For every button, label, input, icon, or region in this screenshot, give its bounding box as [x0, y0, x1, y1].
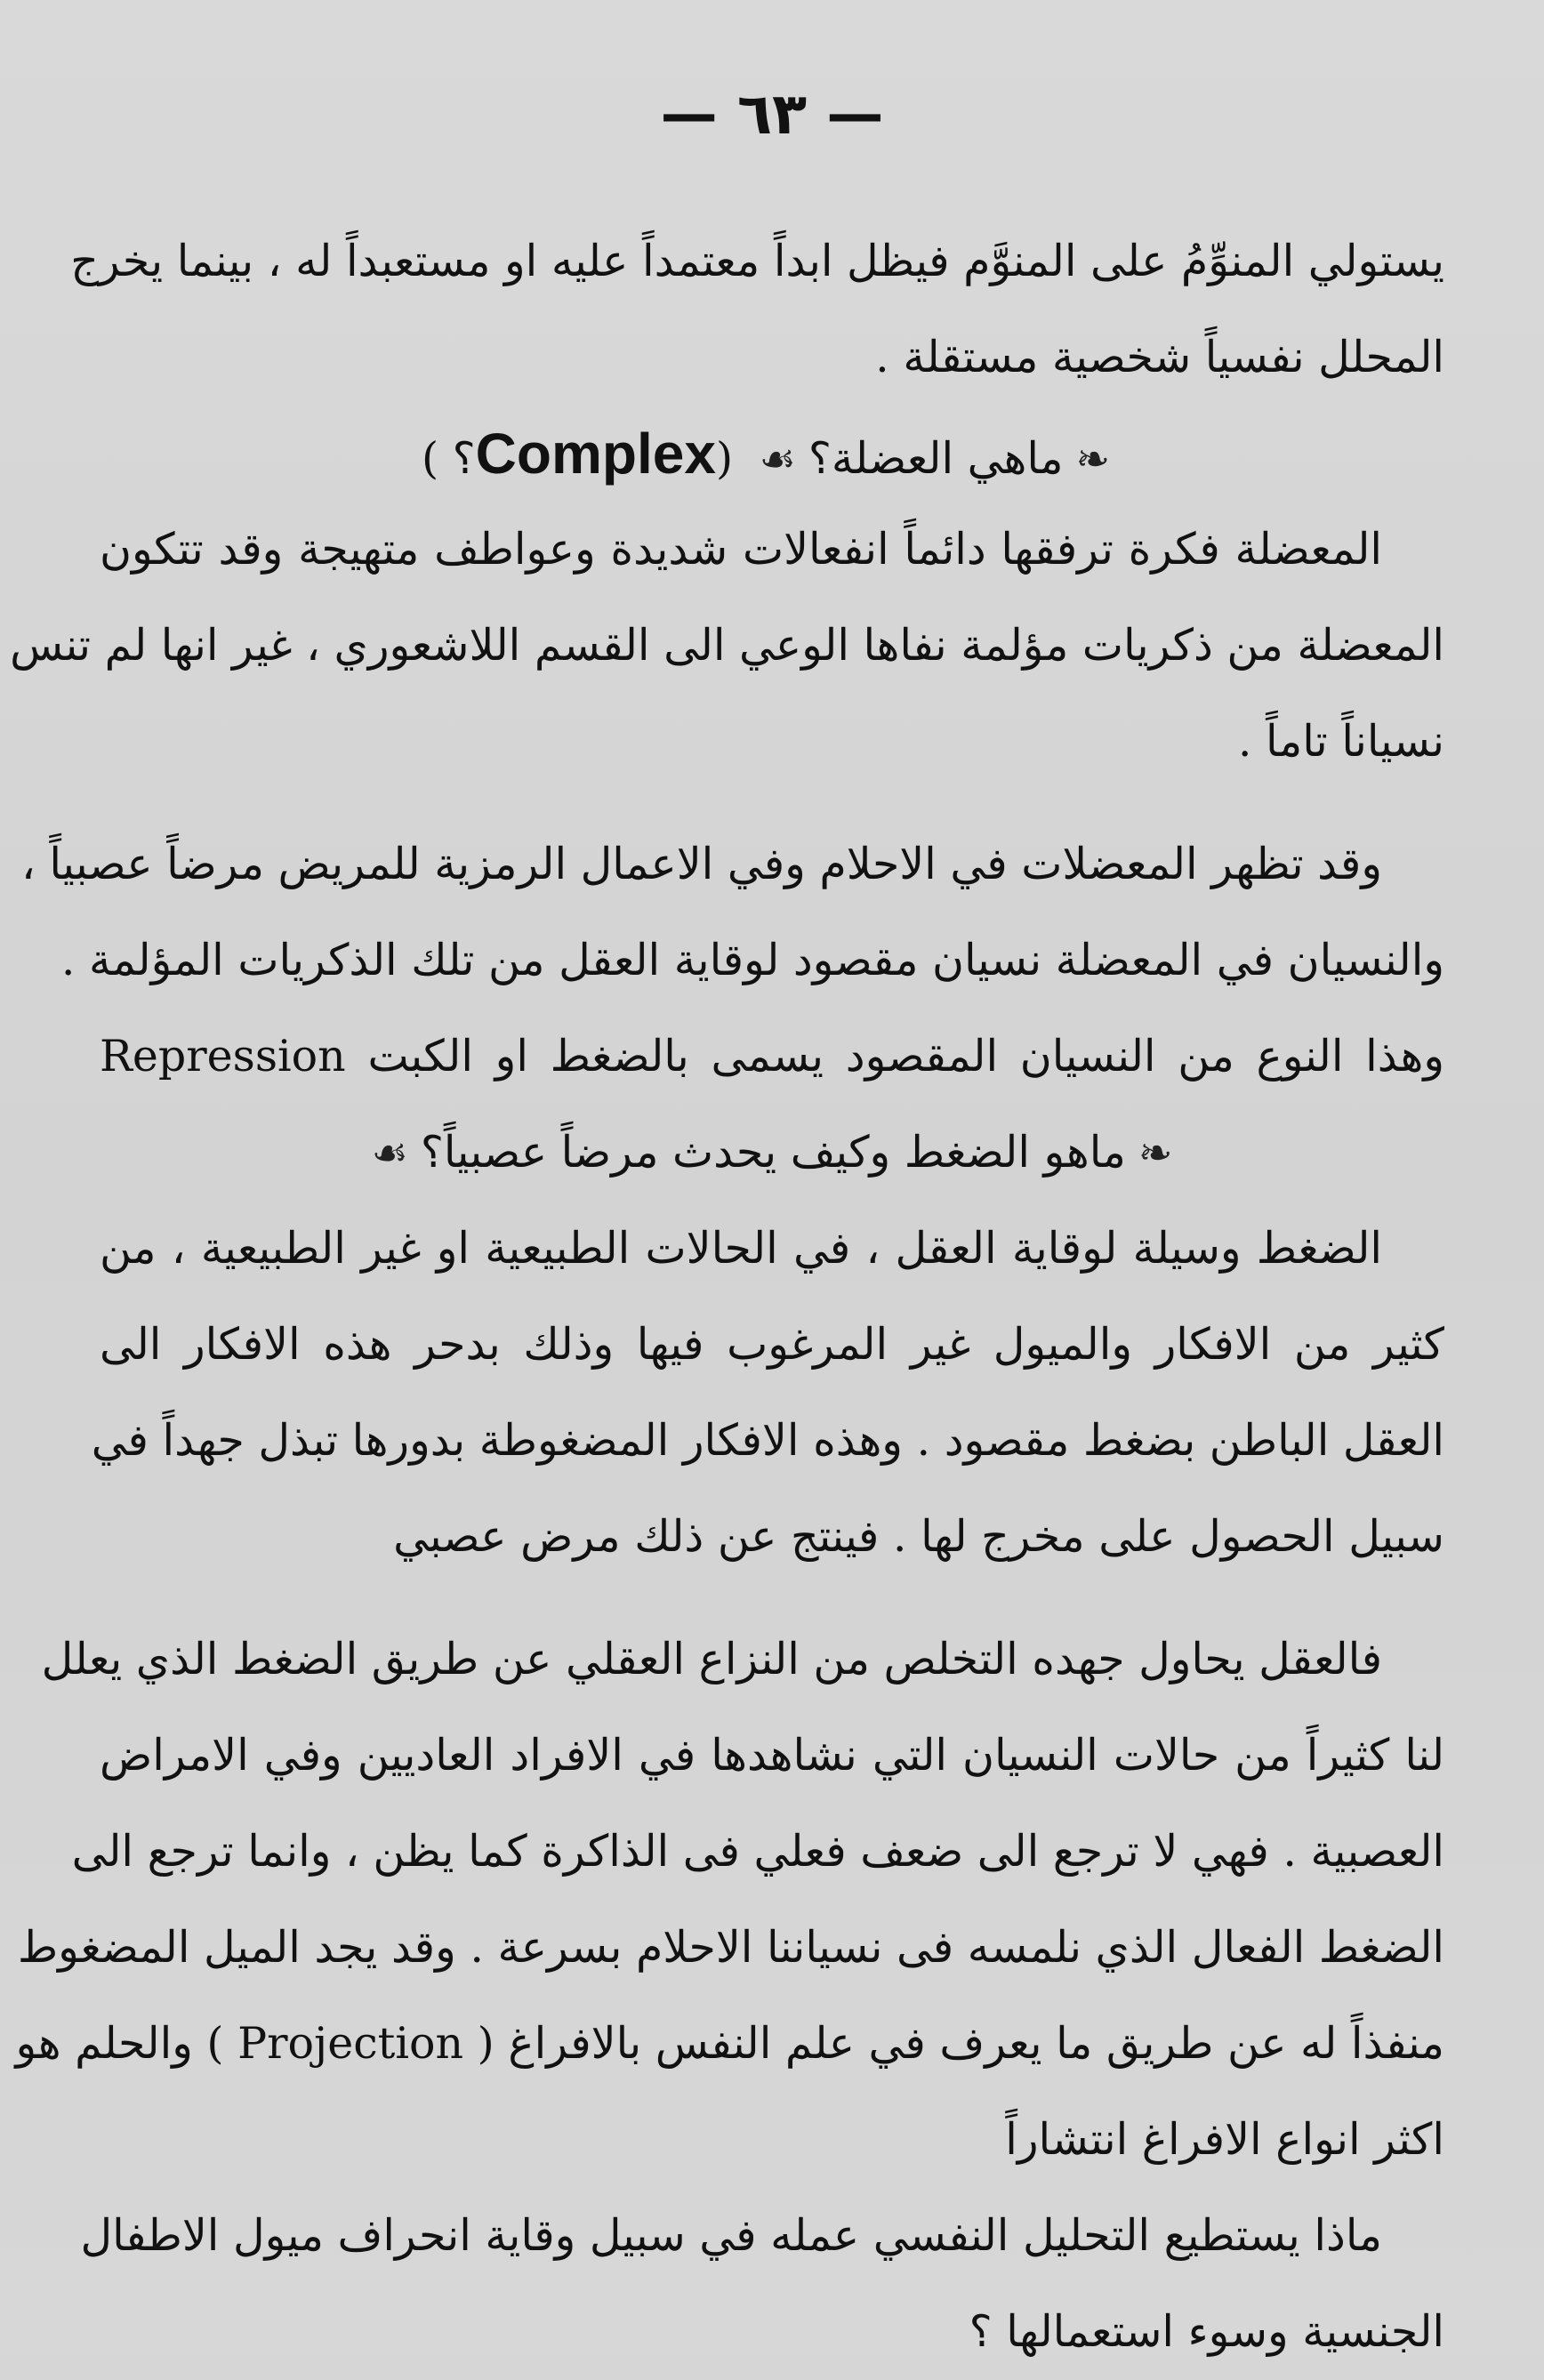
text-line	[80, 2188, 1444, 2284]
text-line	[41, 1612, 1444, 1708]
line-text: المحلل نفسياً شخصية مستقلة .	[875, 332, 1444, 382]
line-text: ماذا يستطيع التحليل النفسي عمله في سبيل وقاية انحراف ميول الاطفال	[80, 2210, 1382, 2261]
paren-open: (	[715, 433, 734, 484]
line-text: الجنسية وسوء استعمالها ؟	[969, 2306, 1444, 2357]
line-text: العقل الباطن بضغط مقصود . وهذه الافكار المضغوطة بدورها تبذل جهداً في	[91, 1415, 1444, 1466]
paragraph-gap	[100, 790, 1444, 816]
text-line	[20, 816, 1444, 913]
line-text: يستولي المنوِّمُ على المنوَّم فيظل ابداً معتمداً عليه او مستعبداً له ، بينما يخرج	[70, 236, 1444, 286]
line-text: سبيل الحصول على مخرج لها . فينتج عن ذلك مرض عصبي	[393, 1511, 1444, 1562]
latin-term: Repression	[100, 1031, 346, 1081]
latin-term: Projection	[237, 2018, 464, 2069]
line-text-after: ) والحلم هو	[15, 2018, 224, 2069]
line-text: الضغط وسيلة لوقاية العقل ، في الحالات الطبيعية او غير الطبيعية ، من	[100, 1223, 1382, 1274]
text-line	[60, 913, 1444, 1009]
text-line	[17, 1900, 1444, 1996]
body-text	[10, 213, 1444, 2380]
line-text: وقد تظهر المعضلات في الاحلام وفي الاعمال الرمزية للمريض مرضاً عصبياً ،	[20, 839, 1382, 889]
text-line	[100, 2092, 1444, 2188]
paren-close: ؟ )	[421, 433, 476, 484]
text-line	[100, 1009, 1444, 1105]
text-line	[10, 598, 1444, 694]
line-text: الضغط الفعال الذي نلمسه فى نسياننا الاحلام بسرعة . وقد يجد الميل المضغوط	[17, 1922, 1444, 1973]
latin-term: Complex	[475, 422, 716, 486]
text-line	[100, 502, 1444, 598]
text-line	[100, 2284, 1444, 2380]
text-line	[100, 1201, 1444, 1297]
text-line	[15, 1996, 1444, 2092]
text-line	[100, 694, 1444, 790]
text-line	[100, 1708, 1444, 1804]
page-number: — ٦٣ —	[660, 82, 884, 148]
text-line	[91, 1393, 1444, 1489]
line-text: منفذاً له عن طريق ما يعرف في علم النفس بالافراغ (	[477, 2018, 1444, 2069]
text-line	[100, 1297, 1444, 1393]
heading-text: ماهو الضغط وكيف يحدث مرضاً عصبياً؟	[420, 1127, 1126, 1178]
line-text: والنسيان في المعضلة نسيان مقصود لوقاية العقل من تلك الذكريات المؤلمة .	[60, 935, 1444, 985]
line-text: وهذا النوع من النسيان المقصود يسمى بالضغط او الكبت	[367, 1031, 1444, 1081]
line-text: العصبية . فهي لا ترجع الى ضعف فعلي فى الذاكرة كما يظن ، وانما ترجع الى	[71, 1826, 1444, 1877]
ornament-icon: ❧	[1075, 435, 1111, 483]
line-text: المعضلة فكرة ترفقها دائماً انفعالات شديدة وعواطف متهيجة وقد تتكون	[100, 524, 1382, 575]
heading-text: ماهي العضلة؟	[808, 433, 1064, 484]
line-text: لنا كثيراً من حالات النسيان التي نشاهدها في الافراد العاديين وفي الامراض	[100, 1730, 1444, 1781]
line-text: نسياناً تاماً .	[1237, 716, 1444, 767]
ornament-icon: ☙	[371, 1129, 408, 1177]
text-line	[70, 213, 1444, 310]
ornament-icon: ❧	[1138, 1129, 1173, 1177]
text-line	[71, 1804, 1444, 1900]
line-text: فالعقل يحاول جهده التخلص من النزاع العقلي عن طريق الضغط الذي يعلل	[41, 1634, 1382, 1684]
line-text: اكثر انواع الافراغ انتشاراً	[1005, 2114, 1444, 2165]
text-line	[100, 1489, 1444, 1585]
paragraph-gap	[100, 1585, 1444, 1612]
line-text: المعضلة من ذكريات مؤلمة نفاها الوعي الى القسم اللاشعوري ، غير انها لم تنس	[10, 620, 1444, 671]
section-heading	[100, 406, 1444, 502]
line-text: كثير من الافكار والميول غير المرغوب فيها وذلك بدحر هذه الافكار الى	[100, 1319, 1444, 1370]
section-heading	[100, 1105, 1444, 1201]
ornament-icon: ☙	[759, 435, 796, 483]
text-line	[100, 310, 1444, 406]
